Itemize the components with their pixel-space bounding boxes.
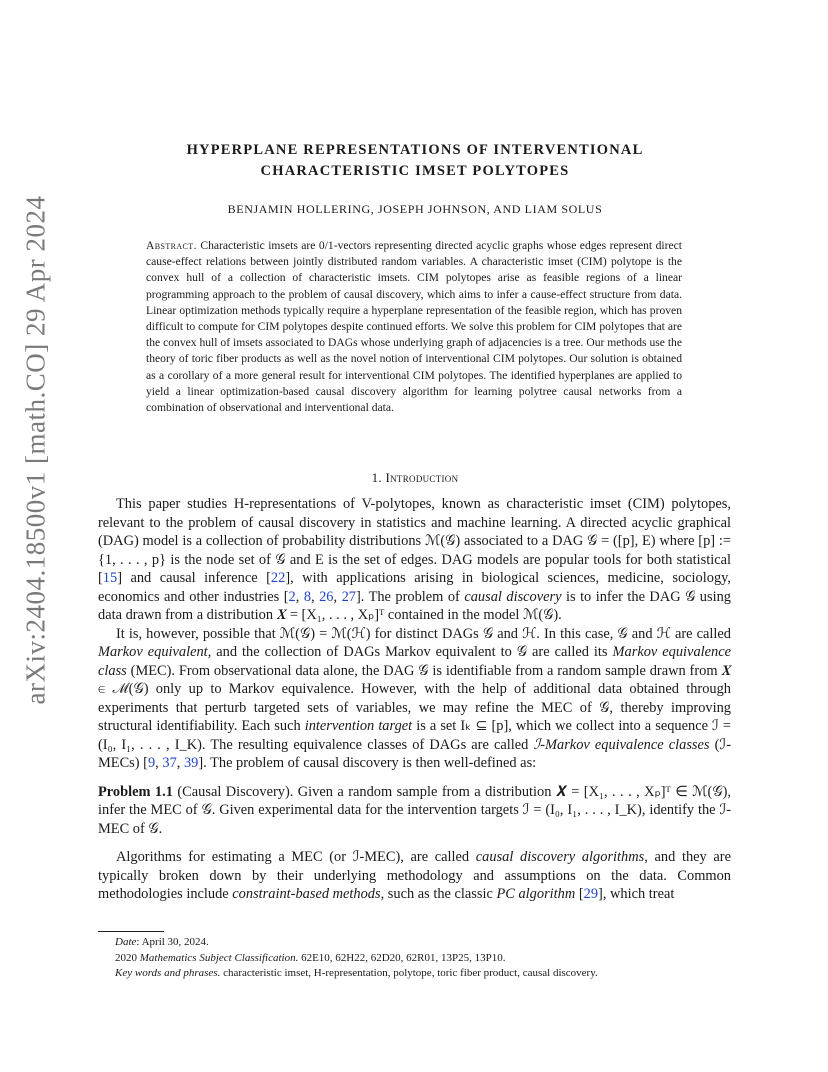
citation-link[interactable]: 27 xyxy=(341,588,356,605)
title-line-1: HYPERPLANE REPRESENTATIONS OF INTERVENTIONAL xyxy=(186,142,644,158)
date-value: : April 30, 2024. xyxy=(136,936,209,948)
text-run: , and the collection of DAGs Markov equivalent to 𝒢 are called its xyxy=(207,644,613,660)
abstract-label: Abstract. xyxy=(146,239,197,252)
arxiv-id: arXiv:2404.18500v1 [math.CO] 29 Apr 2024 xyxy=(20,195,51,705)
citation-link[interactable]: 8 xyxy=(303,588,312,605)
emphasis: PC algorithm xyxy=(496,886,576,902)
citation-link[interactable]: 37 xyxy=(162,755,177,771)
emphasis: constraint-based methods xyxy=(232,886,381,902)
problem-name: (Causal Discovery). xyxy=(177,783,294,800)
text-run: is to infer the DAG 𝒢 using data drawn from a distribution 𝑿 = [X₁, . . . , Xₚ]ᵀ contained in the model ℳ(𝒢). xyxy=(98,588,731,623)
msc-prefix: 2020 xyxy=(115,951,140,964)
paragraph-1: This paper studies H-representations of V-polytopes, known as characteristic imset (CIM) polytopes, relevant to the problem of causal discovery in statistics and machine learning. A directed acyclic graphical (DAG) model is a collection of probability distributions ℳ(𝒢) associated to a DAG 𝒢 = ([p], E) where [p] := {1, . . . , p} is the node set of 𝒢 and E is the set of edges. DAG models are popular tools for both statistical [15] and causal inference [22], with applications arising in biological sciences, medicine, sociology, economics and other industries [2, 8, 26, 27]. The problem of causal discovery is to infer the DAG 𝒢 using data drawn from a distribution 𝑿 = [X₁, . . . , Xₚ]ᵀ contained in the model ℳ(𝒢). xyxy=(98,496,731,623)
footnote-keywords xyxy=(115,966,735,982)
citation-link[interactable]: 29 xyxy=(583,886,599,902)
citation-link[interactable]: 39 xyxy=(183,755,199,771)
emphasis: causal discovery xyxy=(464,588,562,605)
text-run: [ xyxy=(575,886,584,902)
emphasis: Markov equivalence class xyxy=(98,644,731,679)
text-run: Algorithms for estimating a MEC (or ℐ-MEC), are called xyxy=(116,849,476,865)
text-run: , such as the classic xyxy=(380,886,497,902)
msc-label: Mathematics Subject Classification. xyxy=(139,951,299,964)
text-run: (MEC). From observational data alone, the DAG 𝒢 is identifiable from a random sample drawn from 𝑿 ∈ ℳ(𝒢) only up to Markov equivalence. However, with the help of additional data obtained through experiments that perturb targeted sets of variables, we may refine the MEC of 𝒢, thereby improving structural identifiability. Each such xyxy=(98,662,731,734)
keywords-value: characteristic imset, H-representation, polytope, toric fiber product, causal discovery. xyxy=(220,967,598,979)
emphasis: Markov equivalent xyxy=(98,644,208,660)
citation-link[interactable]: 9 xyxy=(147,755,156,771)
text-run: , and they are typically broken down by their underlying methodology and assumptions on the data. Common methodologies include xyxy=(98,849,731,902)
text-run: ], with applications arising in biological sciences, medicine, sociology, economics and other industries [ xyxy=(98,570,731,605)
abstract-text: Characteristic imsets are 0/1-vectors representing directed acyclic graphs whose edges represent direct cause-effect relations between jointly distributed random variables. A characteristic imset (CIM) polytope is the convex hull of a collection of characteristic imsets. CIM polytopes arise as feasible regions of a linear programming approach to the problem of causal discovery, which aims to infer a cause-effect structure from data. Linear optimization methods typically require a hyperplane representation of the feasible region, which has proven difficult to compute for CIM polytopes despite continued efforts. We solve this problem for CIM polytopes that are the convex hull of imsets associated to DAGs whose underlying graph of adjacencies is a tree. Our methods use the theory of toric fiber products as well as the novel notion of interventional CIM polytopes. Our solution is obtained as a corollary of a more general result for interventional CIM polytopes. The identified hyperplanes are applied to yield a linear optimization-based causal discovery algorithm for learning polytree causal networks from a combination of observational and interventional data. xyxy=(146,239,682,415)
text-run: (ℐ-MECs) [ xyxy=(98,736,731,771)
msc-value: 62E10, 62H22, 62D20, 62R01, 13P25, 13P10. xyxy=(298,951,506,964)
problem-label: Problem 1.1 xyxy=(98,783,173,800)
paragraph-2: It is, however, possible that ℳ(𝒢) = ℳ(ℋ) for distinct DAGs 𝒢 and ℋ. In this case, 𝒢 and ℋ are called Markov equivalent, and the collection of DAGs Markov equivalent to 𝒢 are called its Markov equivalence class (MEC). From observational data alone, the DAG 𝒢 is identifiable from a random sample drawn from 𝑿 ∈ ℳ(𝒢) only up to Markov equivalence. However, with the help of additional data obtained through experiments that perturb targeted sets of variables, we may refine the MEC of 𝒢, thereby improving structural identifiability. Each such intervention target is a set Iₖ ⊆ [p], which we collect into a sequence ℐ = (I₀, I₁, . . . , I_K). The resulting equivalence classes of DAGs are called ℐ-Markov equivalence classes (ℐ-MECs) [9, 37, 39]. The problem of causal discovery is then well-defined as: xyxy=(98,625,731,771)
section-title: Introduction xyxy=(385,470,459,485)
footnote-msc xyxy=(115,951,735,967)
footnote-rule xyxy=(98,931,164,932)
body-text xyxy=(98,495,731,904)
emphasis: ℐ-Markov equivalence classes xyxy=(533,736,710,753)
abstract xyxy=(146,238,682,416)
citation-link[interactable]: 15 xyxy=(102,570,118,586)
problem-statement xyxy=(98,783,731,839)
text-run: ]. The problem of causal discovery is then well-defined as: xyxy=(198,755,537,771)
problem-text: Given a random sample from a distribution 𝑿 = [X₁, . . . , Xₚ]ᵀ ∈ ℳ(𝒢), infer the MEC of 𝒢. Given experimental data for the intervention targets ℐ = (I₀, I₁, . . . , I_K), identify the ℐ-MEC of 𝒢. xyxy=(98,783,731,837)
citation-link[interactable]: 26 xyxy=(319,588,334,605)
section-number: 1. xyxy=(371,470,382,485)
text-run: It is, however, possible that ℳ(𝒢) = ℳ(ℋ) for distinct DAGs 𝒢 and ℋ. In this case, 𝒢 and ℋ are called xyxy=(116,625,731,642)
emphasis: intervention target xyxy=(304,718,413,734)
text-run: This paper studies H-representations of V-polytopes, known as characteristic imset (CIM) polytopes, relevant to the problem of causal discovery in statistics and machine learning. A directed acyclic graphical (DAG) model is a collection of probability distributions ℳ(𝒢) associated to a DAG 𝒢 = ([p], E) where [p] := {1, . . . , p} is the node set of 𝒢 and E is the set of edges. DAG models are popular tools for both statistical [ xyxy=(98,496,731,586)
text-run: ] and causal inference [ xyxy=(117,570,271,586)
text-run: is a set Iₖ ⊆ [p], which we collect into a sequence ℐ = (I₀, I₁, . . . , I_K). The resulting equivalence classes of DAGs are called xyxy=(98,718,731,753)
authors: BENJAMIN HOLLERING, JOSEPH JOHNSON, AND LIAM SOLUS xyxy=(227,202,603,216)
emphasis: causal discovery algorithms xyxy=(475,849,645,865)
paper-title xyxy=(100,140,730,182)
arxiv-sidebar xyxy=(16,195,56,705)
paragraph-3 xyxy=(98,848,731,904)
keywords-label: Key words and phrases. xyxy=(115,967,221,979)
title-line-2: CHARACTERISTIC IMSET POLYTOPES xyxy=(260,163,570,179)
text-run: ], which treat xyxy=(598,886,675,902)
text-run: ]. The problem of xyxy=(355,588,465,605)
citation-link[interactable]: 22 xyxy=(270,570,286,586)
section-heading xyxy=(100,470,730,486)
citation-link[interactable]: 2 xyxy=(288,588,296,605)
footnotes xyxy=(115,935,735,982)
footnote-date xyxy=(115,935,735,951)
date-label: Date xyxy=(115,936,137,948)
